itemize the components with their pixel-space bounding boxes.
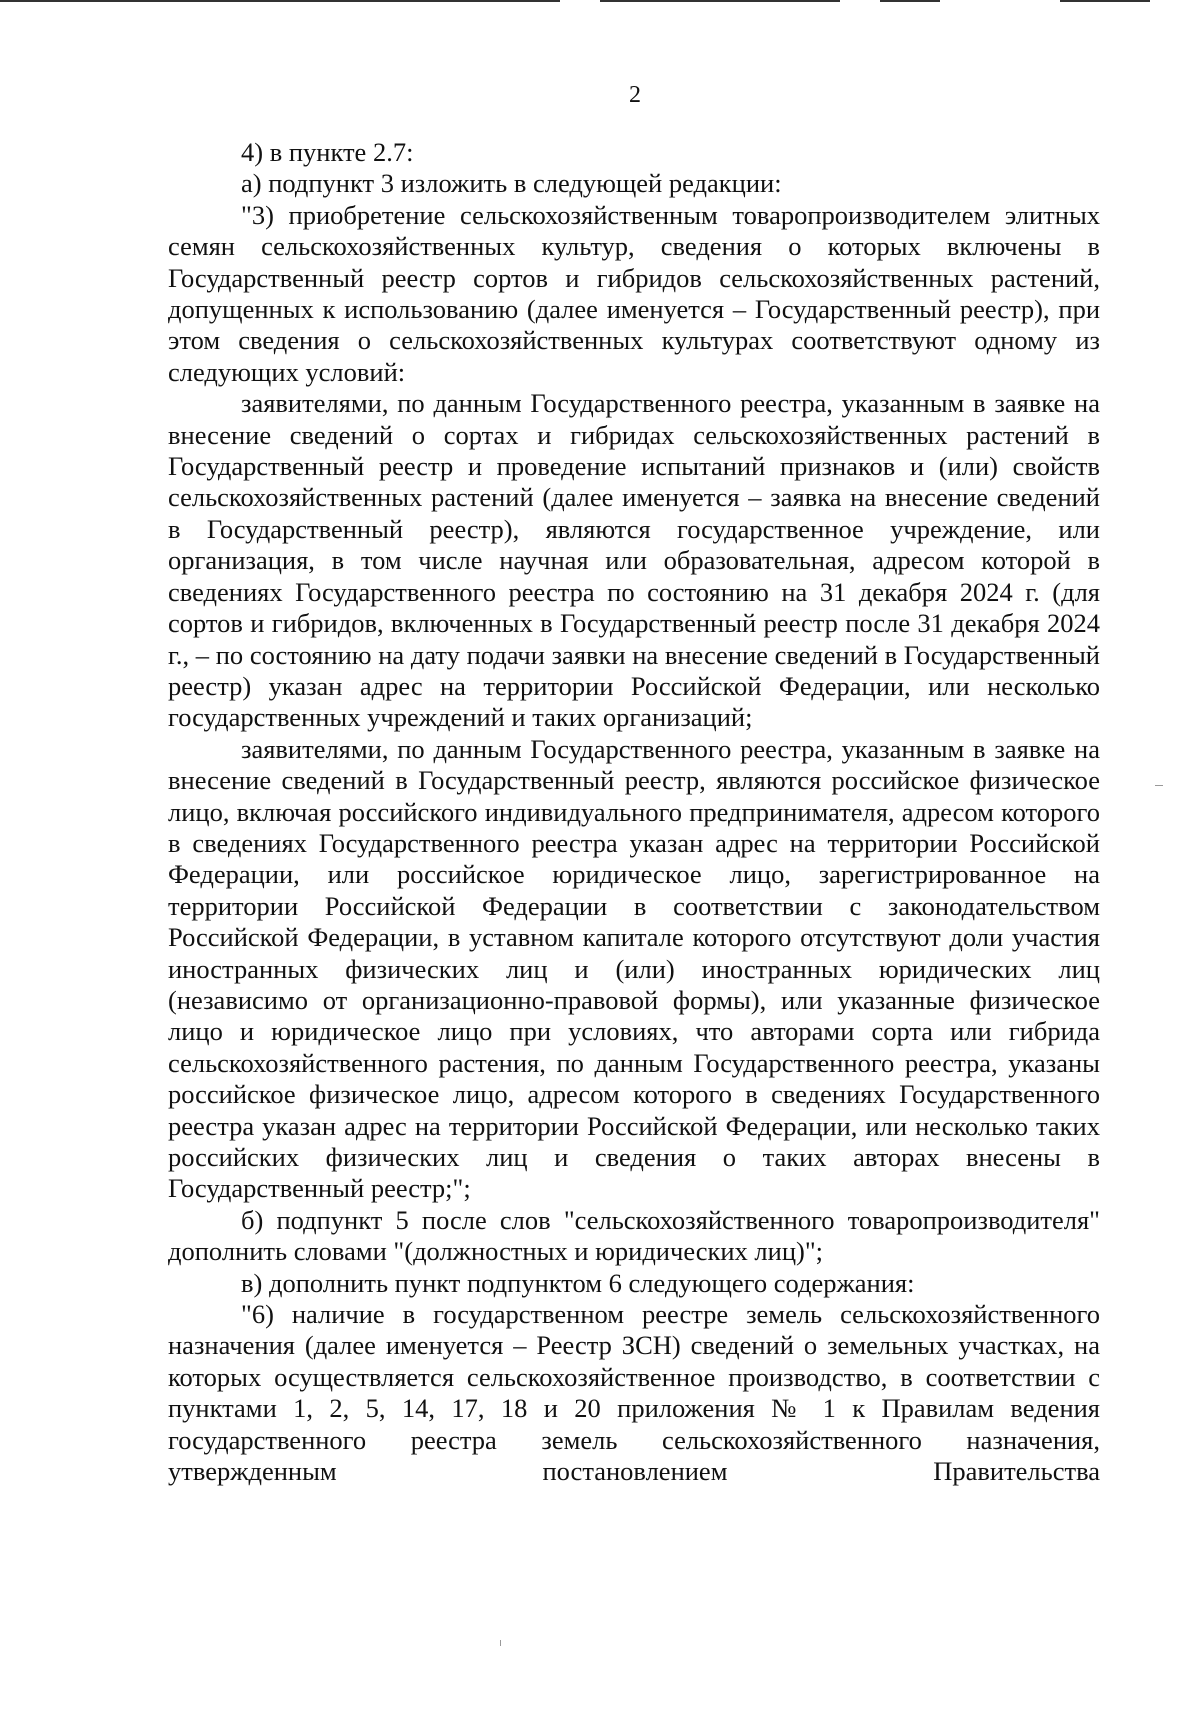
paragraph-subitem-b: б) подпункт 5 после слов "сельскохозяйственного товаропроизводителя" дополнить словами "(должностных и юридических лиц)"; <box>168 1204 1100 1267</box>
scan-top-edge <box>0 0 560 2</box>
paragraph-subpoint-6-text: "6) наличие в государственном реестре земель сельскохозяйственного назначения (далее именуется – Реестр ЗСН) сведений о земельных участках, на которых осуществляется сельскохозяйственное производство, в соответствии с пунктами 1, 2, 5, 14, 17, 18 и 20 приложения № 1 к Правилам ведения государственного реестра земель сельскохозяйственного назначения, утвержденным постановлением Правительства <box>168 1299 1100 1487</box>
paragraph-subpoint-3-text: "3) приобретение сельскохозяйственным товаропроизводителем элитных семян сельскохозяйственных культур, сведения о которых включены в Государственный реестр сортов и гибридов сельскохозяйственных растений, допущенных к использованию (далее именуется – Государственный реестр), при этом сведения о сельскохозяйственных культурах соответствуют одному из следующих условий: <box>168 199 1100 387</box>
document-body <box>168 137 1100 1487</box>
scan-speck <box>500 1640 501 1646</box>
paragraph-condition-1: заявителями, по данным Государственного реестра, указанным в заявке на внесение сведений о сортах и гибридах сельскохозяйственных растений в Государственный реестр и проведение испытаний признаков и (или) свойств сельскохозяйственных растений (далее именуется – заявка на внесение сведений в Государственный реестр), являются государственное учреждение, или организация, в том числе научная или образовательная, адресом которой в сведениях Государственного реестра по состоянию на 31 декабря 2024 г. (для сортов и гибридов, включенных в Государственный реестр после 31 декабря 2024 г., – по состоянию на дату подачи заявки на внесение сведений в Государственный реестр) указан адрес на территории Российской Федерации, или несколько государственных учреждений и таких организаций; <box>168 388 1100 733</box>
scan-top-edge-segment <box>880 0 940 2</box>
scan-speck <box>1155 785 1163 786</box>
paragraph-item-4: 4) в пункте 2.7: <box>241 137 414 167</box>
scan-top-edge-segment <box>1060 0 1150 2</box>
paragraph-subitem-v: в) дополнить пункт подпунктом 6 следующего содержания: <box>241 1267 915 1298</box>
scan-top-edge-segment <box>600 0 840 2</box>
page-number: 2 <box>629 82 641 108</box>
paragraph-condition-2: заявителями, по данным Государственного реестра, указанным в заявке на внесение сведений в Государственный реестр, являются российское физическое лицо, включая российского индивидуального предпринимателя, адресом которого в сведениях Государственного реестра указан адрес на территории Российской Федерации, или российское юридическое лицо, зарегистрированное на территории Российской Федерации в соответствии с законодательством Российской Федерации, в уставном капитале которого отсутствуют доли участия иностранных физических лиц и (или) иностранных юридических лиц (независимо от организационно-правовой формы), или указанные физическое лицо и юридическое лицо при условиях, что авторами сорта или гибрида сельскохозяйственного растения, по данным Государственного реестра, указаны российское физическое лицо, адресом которого в сведениях Государственного реестра указан адрес на территории Российской Федерации, или несколько таких российских физических лиц и сведения о таких авторах внесены в Государственный реестр;"; <box>168 733 1100 1204</box>
paragraph-subitem-a: а) подпункт 3 изложить в следующей редакции: <box>241 168 782 199</box>
